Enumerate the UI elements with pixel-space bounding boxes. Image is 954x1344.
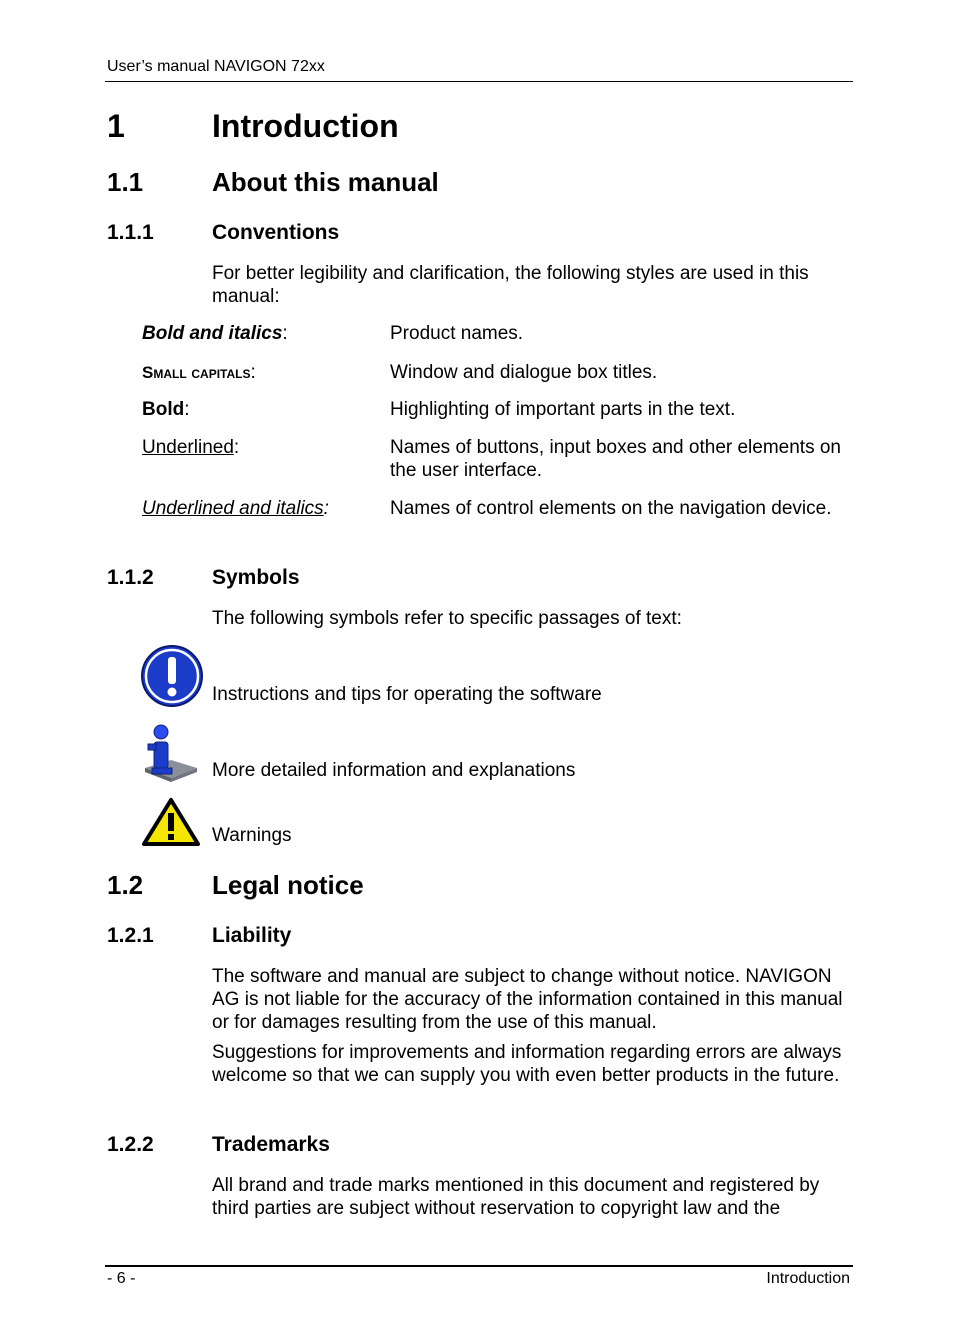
section-title: About this manual [212, 167, 439, 197]
symbol-description: More detailed information and explanations [212, 760, 576, 781]
section-title: Legal notice [212, 870, 364, 900]
conventions-intro: For better legibility and clarification, the following styles are used in this manual: [212, 263, 809, 307]
liability-paragraph-2: Suggestions for improvements and information regarding errors are always welcome so that we can supply you with even better products in the future. [212, 1042, 842, 1086]
section-number: 1.2 [107, 870, 144, 900]
subsection-number: 1.2.1 [107, 924, 154, 947]
trademarks-paragraph: All brand and trade marks mentioned in this document and registered by third parties are subject without reservation to copyright law and the [212, 1175, 820, 1219]
section-number: 1.1 [107, 167, 144, 197]
subsection-number: 1.1.1 [107, 221, 154, 244]
header-rule [105, 81, 853, 82]
convention-term: Underlined and italics: [142, 498, 329, 519]
footer-rule [105, 1265, 853, 1267]
chapter-title: Introduction [212, 108, 399, 144]
convention-term: Small capitals: [142, 362, 256, 383]
subsection-title: Conventions [212, 221, 340, 244]
convention-desc: Window and dialogue box titles. [390, 362, 658, 383]
convention-desc: Highlighting of important parts in the text. [390, 399, 736, 420]
convention-desc: Names of control elements on the navigation device. [390, 498, 832, 519]
footer-section-title: Introduction [766, 1270, 850, 1287]
convention-term: Bold and italics: [142, 323, 288, 344]
page-number: - 6 - [107, 1270, 136, 1287]
symbols-intro: The following symbols refer to specific passages of text: [212, 608, 682, 629]
subsection-number: 1.1.2 [107, 566, 154, 589]
subsection-title: Symbols [212, 566, 300, 589]
subsection-title: Liability [212, 924, 292, 947]
chapter-number: 1 [107, 108, 125, 144]
warning-triangle-icon [141, 797, 201, 852]
exclamation-icon [140, 644, 204, 713]
convention-term: Bold: [142, 399, 190, 420]
convention-term: Underlined: [142, 437, 240, 458]
subsection-title: Trademarks [212, 1133, 330, 1156]
running-header: User’s manual NAVIGON 72xx [107, 58, 325, 75]
symbol-description: Instructions and tips for operating the software [212, 684, 602, 705]
convention-desc: Product names. [390, 323, 524, 344]
symbol-description: Warnings [212, 825, 292, 846]
info-person-icon [143, 724, 199, 787]
convention-desc: Names of buttons, input boxes and other elements on the user interface. [390, 437, 841, 481]
subsection-number: 1.2.2 [107, 1133, 154, 1156]
liability-paragraph-1: The software and manual are subject to change without notice. NAVIGON AG is not liable for the accuracy of the information contained in this manual or for damages resulting from the use of this manual. [212, 966, 843, 1033]
